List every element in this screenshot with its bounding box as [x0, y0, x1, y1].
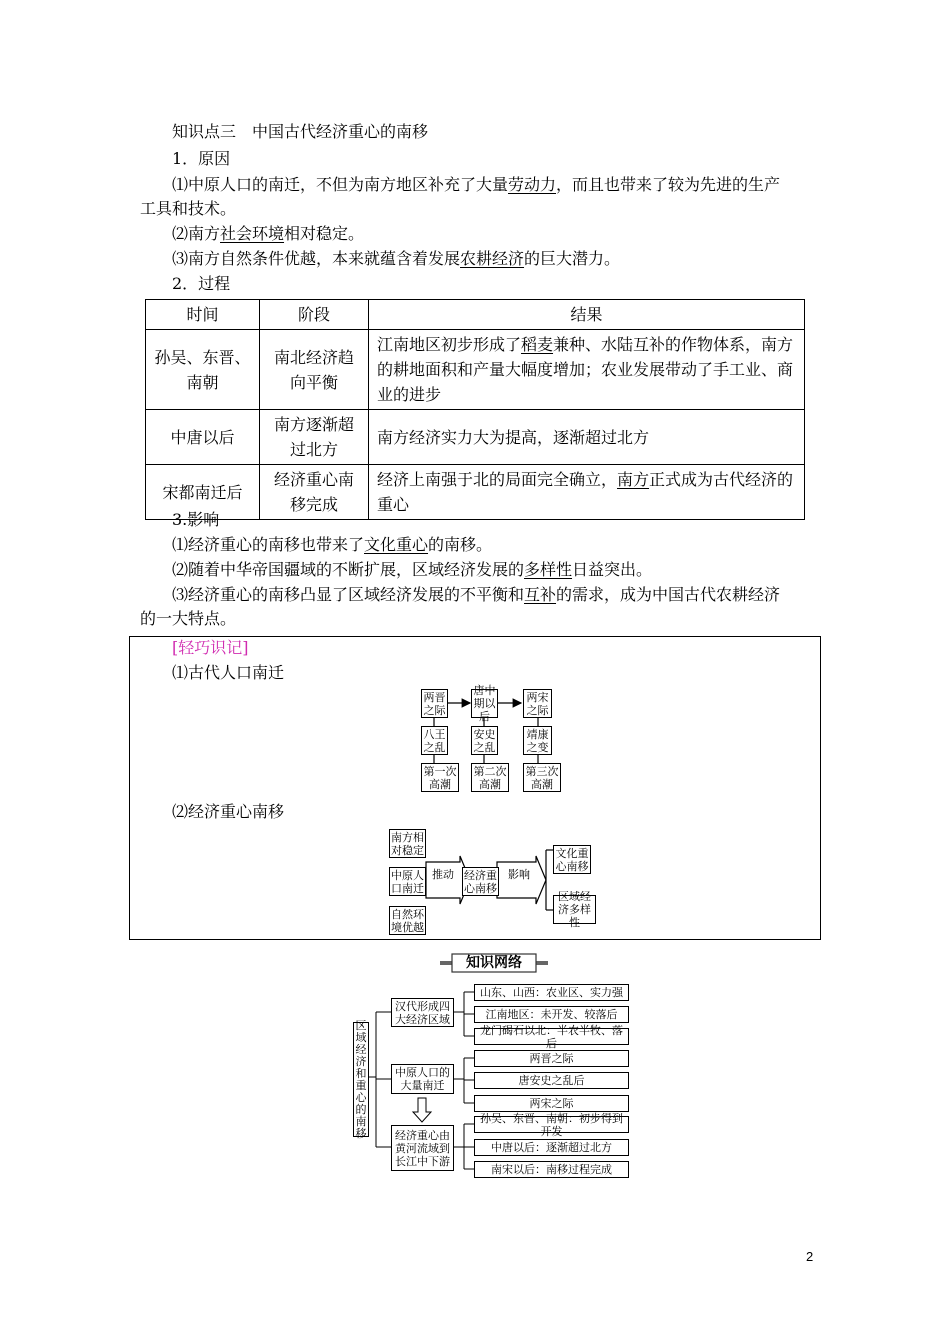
reason-item-1-cont: 工具和技术。	[140, 199, 237, 218]
reasons-heading: 1．原因	[172, 149, 231, 168]
cell-stage-text: 经济重心南移完成	[273, 470, 354, 514]
impact-item-3-cont: 的一大特点。	[140, 609, 237, 628]
network-item: 龙门碣石以北：半农半牧、落后	[474, 1028, 629, 1045]
network-branch-1: 汉代形成四大经济区域	[391, 998, 454, 1027]
impact-2-answer: 多样性	[524, 560, 573, 579]
impact-3-answer: 互补	[524, 585, 557, 604]
cell-time-text: 中唐以后	[170, 427, 235, 447]
impact-2-text-a: ⑵随着中华帝国疆域的不断扩展，区域经济发展的	[172, 560, 525, 579]
impact-1-text-b: 的南移。	[428, 535, 493, 554]
memo-part2-label: ⑵经济重心南移	[172, 802, 285, 821]
migration-box-row1-3: 两宋之际	[523, 689, 552, 718]
process-heading: 2．过程	[172, 274, 231, 293]
shift-result-1: 文化重心南移	[553, 845, 591, 874]
reason-2-text-b: 相对稳定。	[284, 224, 365, 243]
reason-3-text-b: 的巨大潜力。	[524, 249, 621, 268]
impact-1-text-a: ⑴经济重心的南移也带来了	[172, 535, 365, 554]
page-number: 2	[806, 1249, 814, 1264]
network-root: 区域经济和重心的南移	[353, 1022, 369, 1137]
reason-1-text-b: ，而且也带来了较为先进的生产	[556, 175, 781, 194]
shift-cause-1: 南方相对稳定	[391, 830, 424, 857]
section-title: 知识点三 中国古代经济重心的南移	[172, 122, 429, 141]
cell-result-a: 南方经济实力大为提高，逐渐超过北方	[377, 427, 650, 447]
migration-box-row3-3: 第三次高潮	[523, 763, 561, 792]
cell-result-b: 正式成为古代经济的重心	[377, 470, 794, 514]
network-item: 两宋之际	[474, 1095, 629, 1112]
header-time: 时间	[146, 300, 260, 330]
migration-box-row3-2: 第二次高潮	[471, 763, 509, 792]
reason-1-answer: 劳动力	[508, 175, 557, 194]
cell-stage-text: 南北经济趋向平衡	[273, 347, 354, 392]
network-item: 中唐以后：逐渐超过北方	[474, 1139, 629, 1156]
cell-result-answer: 南方	[617, 470, 650, 489]
shift-effect-label: 影响	[508, 868, 530, 881]
network-branch-3: 经济重心由黄河流域到长江中下游	[391, 1125, 454, 1171]
impact-heading: 3.影响	[172, 510, 220, 529]
cell-result-a: 江南地区初步形成了	[377, 335, 522, 354]
network-item: 两晋之际	[474, 1050, 629, 1067]
reason-3-text-a: ⑶南方自然条件优越，本来就蕴含着发展	[172, 249, 461, 268]
impact-3-text-b: 的需求，成为中国古代农耕经济	[556, 585, 781, 604]
network-title: 知识网络	[466, 955, 522, 971]
memo-part1-label: ⑴古代人口南迁	[172, 663, 285, 682]
cell-result-a: 经济上南强于北的局面完全确立，	[377, 470, 618, 489]
network-item: 孙吴、东晋、南朝：初步得到开发	[474, 1116, 629, 1133]
header-result: 结果	[369, 300, 805, 330]
impact-1-answer: 文化重心	[364, 535, 429, 554]
network-branch-2: 中原人口的大量南迁	[391, 1064, 454, 1094]
reason-2-answer: 社会环境	[220, 224, 285, 243]
migration-box-row3-1: 第一次高潮	[421, 763, 459, 792]
shift-push-label: 推动	[432, 868, 454, 881]
migration-box-row1-1: 两晋之际	[421, 689, 448, 718]
shift-result-2: 区域经济多样性	[553, 895, 596, 924]
network-item: 江南地区：未开发、较落后	[474, 1006, 629, 1023]
shift-cause-2: 中原人口南迁	[391, 868, 424, 895]
shift-cause-3: 自然环境优越	[391, 907, 424, 934]
impact-3-text-a: ⑶经济重心的南移凸显了区域经济发展的不平衡和	[172, 585, 525, 604]
cell-stage-text: 南方逐渐超过北方	[273, 415, 354, 459]
memo-title: [轻巧识记]	[172, 638, 249, 657]
reason-1-text-a: ⑴中原人口的南迁，不但为南方地区补充了大量	[172, 175, 509, 194]
impact-2-text-b: 日益突出。	[572, 560, 653, 579]
reason-2-text-a: ⑵南方	[172, 224, 221, 243]
cell-time-text: 孙吴、东晋、南朝	[154, 347, 251, 392]
cell-result-b: 兼种、水陆互补的作物体系，南方的耕地面积和产量大幅度增加；农业发展带动了手工业、商业的进步	[377, 335, 794, 404]
network-item: 南宋以后：南移过程完成	[474, 1161, 629, 1178]
migration-box-row1-2: 唐中期以后	[471, 689, 498, 718]
cell-time-text: 宋都南迁后	[162, 482, 243, 502]
migration-box-row2-3: 靖康之变	[523, 726, 552, 755]
cell-result-answer: 稻麦	[521, 335, 554, 354]
migration-box-row2-2: 安史之乱	[471, 726, 498, 755]
reason-3-answer: 农耕经济	[460, 249, 525, 268]
header-stage: 阶段	[260, 300, 369, 330]
migration-box-row2-1: 八王之乱	[421, 726, 448, 755]
network-item: 唐安史之乱后	[474, 1072, 629, 1089]
network-item: 山东、山西：农业区、实力强	[474, 984, 629, 1001]
shift-center-box: 经济重心南移	[464, 868, 497, 895]
